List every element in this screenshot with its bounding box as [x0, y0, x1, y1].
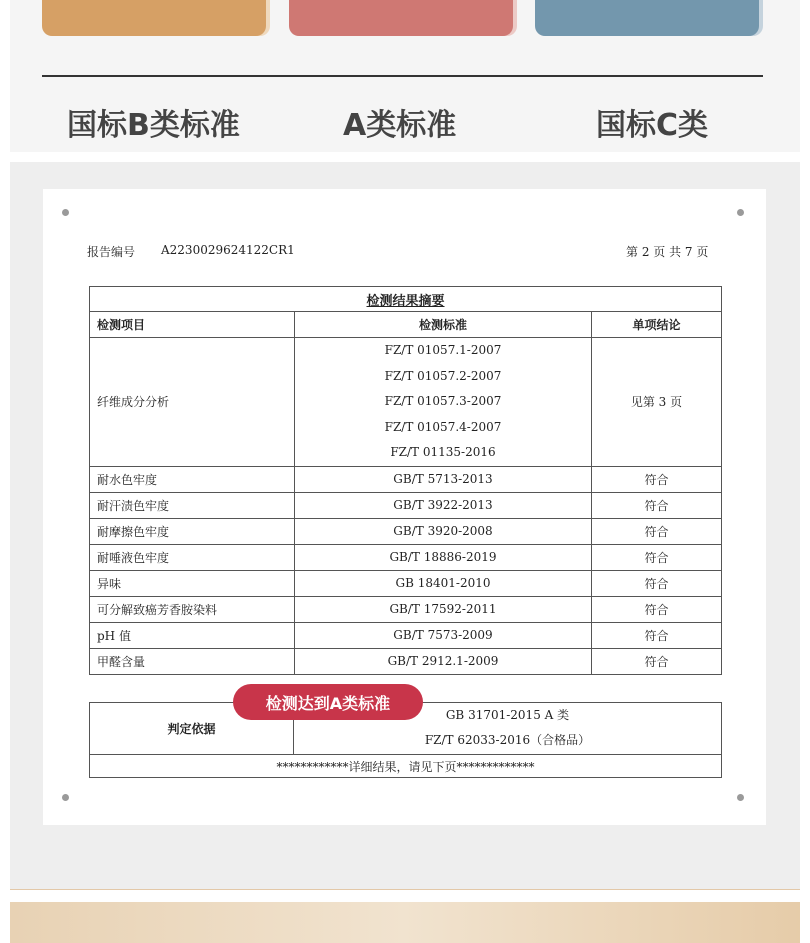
color-swatch-1[interactable]	[42, 0, 266, 36]
label-class-a: A类标准	[343, 108, 457, 143]
col-header-item: 检测项目	[90, 312, 295, 338]
judgement-label: 判定依据	[90, 703, 294, 754]
cell-item: 甲醛含量	[90, 648, 295, 674]
standard-line: FZ/T 01057.4-2007	[384, 419, 502, 434]
punch-hole	[737, 209, 744, 216]
table-row	[90, 338, 722, 467]
table-title-row	[90, 287, 722, 312]
cell-conclusion: 符合	[592, 570, 722, 596]
table-row	[90, 622, 722, 648]
cell-item: 纤维成分分析	[90, 338, 295, 467]
cell-standard: GB/T 7573-2009	[295, 622, 592, 648]
standard-line: FZ/T 01135-2016	[390, 445, 496, 460]
cell-item: 异味	[90, 570, 295, 596]
cell-standard: GB/T 3920-2008	[295, 518, 592, 544]
cell-standard: GB/T 5713-2013	[295, 466, 592, 492]
punch-hole	[62, 794, 69, 801]
col-header-standard: 检测标准	[295, 312, 592, 338]
cell-item: 耐汗渍色牢度	[90, 492, 295, 518]
bottom-divider	[10, 889, 800, 890]
cell-standard-list	[295, 338, 592, 467]
label-gb-class-b: 国标B类标准	[67, 108, 240, 143]
judgement-line: FZ/T 62033-2016（合格品）	[424, 733, 591, 747]
table-row	[90, 596, 722, 622]
table-title: 检测结果摘要	[90, 287, 722, 312]
col-header-conclusion: 单项结论	[592, 312, 722, 338]
color-swatch-3[interactable]	[535, 0, 759, 36]
cell-conclusion: 符合	[592, 518, 722, 544]
table-row	[90, 648, 722, 674]
standard-line: FZ/T 01057.1-2007	[384, 343, 502, 357]
report-number-label: 报告编号	[87, 245, 136, 259]
cell-standard: GB/T 17592-2011	[295, 596, 592, 622]
standard-line: FZ/T 01057.3-2007	[384, 394, 502, 409]
class-a-result-badge: 检测达到A类标准	[233, 684, 423, 720]
cell-conclusion: 符合	[592, 622, 722, 648]
table-row	[90, 518, 722, 544]
section-divider	[42, 75, 763, 77]
report-page-number: 第 2 页 共 7 页	[626, 245, 709, 259]
cell-conclusion: 符合	[592, 544, 722, 570]
judgement-line: GB 31701-2015 A 类	[445, 708, 570, 722]
table-row	[90, 492, 722, 518]
punch-hole	[737, 794, 744, 801]
cell-item: pH 值	[90, 622, 295, 648]
cell-standard: GB/T 2912.1-2009	[295, 648, 592, 674]
punch-hole	[62, 209, 69, 216]
bottom-banner	[10, 902, 800, 943]
label-gb-class-c: 国标C类	[596, 108, 709, 143]
cell-conclusion: 符合	[592, 466, 722, 492]
standard-line: FZ/T 01057.2-2007	[384, 368, 502, 383]
report-number: A2230029624122CR1	[161, 243, 295, 257]
cell-standard: GB 18401-2010	[295, 570, 592, 596]
cell-item: 耐唾液色牢度	[90, 544, 295, 570]
cell-standard: GB/T 3922-2013	[295, 492, 592, 518]
cell-conclusion: 符合	[592, 648, 722, 674]
table-row	[90, 544, 722, 570]
color-swatch-2[interactable]	[289, 0, 513, 36]
cell-conclusion: 见第 3 页	[592, 338, 722, 467]
table-header-row	[90, 312, 722, 338]
results-table	[89, 286, 722, 675]
cell-conclusion: 符合	[592, 596, 722, 622]
cell-item: 可分解致癌芳香胺染料	[90, 596, 295, 622]
cell-standard: GB/T 18886-2019	[295, 544, 592, 570]
cell-item: 耐摩擦色牢度	[90, 518, 295, 544]
table-row	[90, 570, 722, 596]
table-row	[90, 466, 722, 492]
cell-item: 耐水色牢度	[90, 466, 295, 492]
details-footer-note: ************详细结果，请见下页*************	[90, 754, 721, 779]
cell-conclusion: 符合	[592, 492, 722, 518]
